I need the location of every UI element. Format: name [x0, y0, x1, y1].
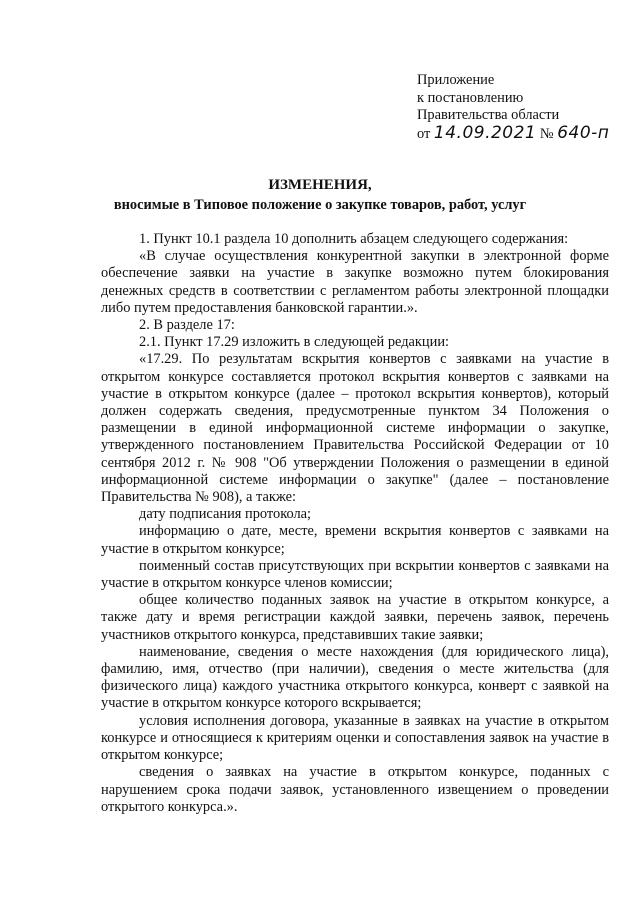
date-number-line	[417, 122, 627, 145]
paragraph: общее количество поданных заявок на участие в открытом конкурсе, а также дату и время регистрации каждой заявки, перечень заявок, перечень участников открытого конкурса, представивших такие заявки;	[101, 592, 609, 643]
handwritten-date: 14.09.2021	[433, 122, 537, 143]
paragraph: поименный состав присутствующих при вскрытии конвертов с заявками на участие в открытом конкурсе членов комиссии;	[101, 557, 609, 592]
document-subtitle: вносимые в Типовое положение о закупке товаров, работ, услуг	[113, 197, 527, 213]
appendix-line-2: к постановлению	[417, 89, 524, 106]
handwritten-number: 640-п	[557, 122, 610, 143]
paragraph: наименование, сведения о месте нахождения (для юридического лица), фамилию, имя, отчество (при наличии), сведения о месте жительства (для физического лица) каждого участника открытого конкурса, конверт с заявкой на участие в открытом конкурсе которого вскрывается;	[101, 643, 609, 712]
paragraph: 2.1. Пункт 17.29 изложить в следующей редакции:	[139, 334, 450, 351]
paragraph: 1. Пункт 10.1 раздела 10 дополнить абзацем следующего содержания:	[139, 231, 569, 247]
paragraph: «17.29. По результатам вскрытия конвертов с заявками на участие в открытом конкурсе составляется протокол вскрытия конвертов с заявками на участие в открытом конкурсе (далее – протокол вскрытия конвертов), который должен содержать сведения, предусмотренные пунктом 34 Положения о размещении в единой информационной системе информации о закупке, утвержденного постановлением Правительства Российской Федерации от 10 сентября 2012 г. № 908 "Об утверждении Положения о размещении в единой информационной системе информации о закупке" (далее – постановление Правительства № 908), а также:	[101, 351, 609, 506]
appendix-line-1: Приложение	[417, 72, 495, 88]
paragraph: дату подписания протокола;	[139, 506, 312, 523]
paragraph: условия исполнения договора, указанные в заявках на участие в открытом конкурсе и относящиеся к критериям оценки и сопоставления заявок на участие в открытом конкурсе;	[101, 712, 609, 764]
number-sign: №	[539, 125, 554, 142]
document-body	[101, 231, 609, 816]
appendix-line-3: Правительства области	[417, 107, 560, 123]
paragraph: информацию о дате, месте, времени вскрытия конвертов с заявками на участие в открытом конкурсе;	[101, 523, 609, 557]
paragraph: сведения о заявках на участие в открытом конкурсе, поданных с нарушением срока подачи заявок, установленного извещением о проведении открытого конкурса.».	[101, 764, 609, 815]
paragraph: 2. В разделе 17:	[139, 317, 235, 334]
appendix-block	[417, 72, 627, 145]
document-title: ИЗМЕНЕНИЯ,	[268, 177, 372, 193]
paragraph: «В случае осуществления конкурентной закупки в электронной форме обеспечение заявки на участие в закупке возможно путем блокирования денежных средств в соответствии с регламентом работы электронной площадки либо путем предоставления банковской гарантии.».	[101, 248, 609, 316]
ot-label: от	[417, 125, 431, 142]
